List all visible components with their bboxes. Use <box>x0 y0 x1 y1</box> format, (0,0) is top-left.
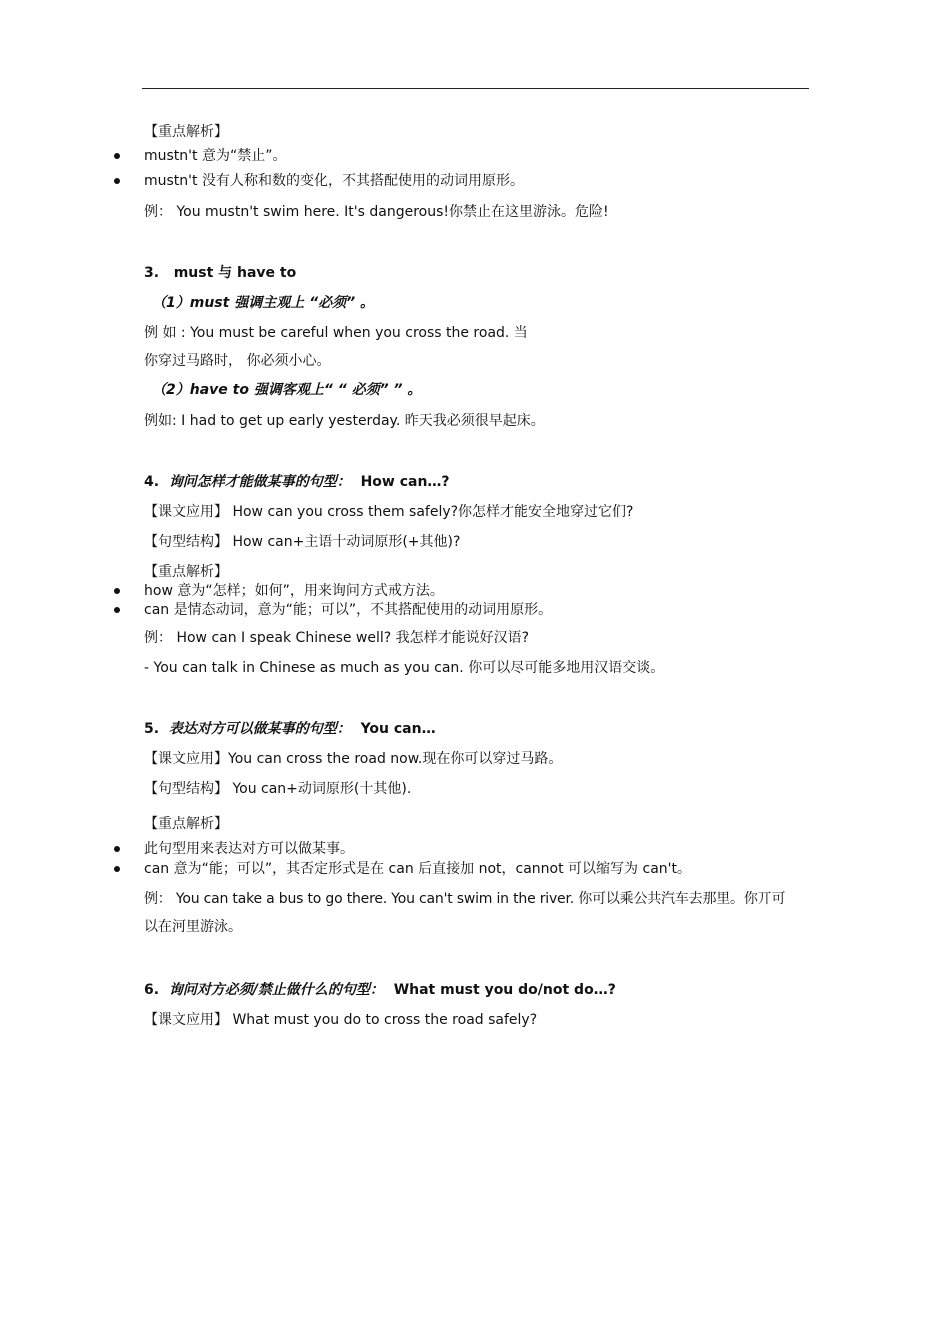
subpoint-2: （2）have to 强调客观上“ “ 必须” ” 。 <box>152 382 422 398</box>
section-4-heading <box>144 473 450 491</box>
example-line: 例： You can take a bus to go there. You can't swim in the river. 你可以乘公共汽车去那里。你丌可 <box>144 891 786 907</box>
section-title-zh: 表达对方可以做某事的句型： <box>168 721 351 737</box>
section-title-en: How can…? <box>360 474 450 490</box>
bullet-dot <box>114 588 120 594</box>
bullet-text: mustn't 没有人称和数的变化，不其搭配使用的动词用原形。 <box>144 173 524 189</box>
section-title: must 与 have to <box>173 265 297 281</box>
bullet-dot <box>114 846 120 852</box>
section-number: 4. <box>144 474 160 490</box>
section-6-heading <box>144 981 616 999</box>
example-line: - You can talk in Chinese as much as you can. 你可以尽可能多地用汉语交谈。 <box>144 660 665 676</box>
key-points-label: 【重点解析】 <box>144 816 228 832</box>
example-line: 例： You mustn't swim here. It's dangerous!你禁止在这里游泳。危险! <box>144 204 609 220</box>
section-number: 6. <box>144 982 160 998</box>
bullet-dot <box>114 178 120 184</box>
bullet-text: 此句型用来表达对方可以做某事。 <box>144 841 354 857</box>
bullet-text: can 意为“能；可以”，其否定形式是在 can 后直接加 not，cannot 可以缩写为 can't。 <box>144 861 691 877</box>
key-points-label: 【重点解析】 <box>144 564 228 580</box>
bullet-dot <box>114 607 120 613</box>
example-line: 例 如 : You must be careful when you cross the road. 当 <box>144 325 528 341</box>
example-line: 以在河里游泳。 <box>144 919 242 935</box>
structure-line: 【句型结构】 You can+动词原形(十其他). <box>144 781 412 797</box>
application-line: 【课文应用】 How can you cross them safely?你怎样才能安全地穿过它们? <box>144 504 634 520</box>
section-3-heading <box>144 264 296 282</box>
bullet-text: how 意为“怎样；如何”，用来询问方式戒方法。 <box>144 583 444 599</box>
header-rule <box>142 88 809 89</box>
application-line: 【课文应用】You can cross the road now.现在你可以穿过马路。 <box>144 751 563 767</box>
section-title-zh: 询问对方必须/禁止做什么的句型： <box>168 982 384 998</box>
structure-line: 【句型结构】 How can+主语十动词原形(+其他)? <box>144 534 461 550</box>
section-title-zh: 询问怎样才能做某事的句型： <box>168 474 351 490</box>
section-5-heading <box>144 720 436 738</box>
bullet-dot <box>114 866 120 872</box>
example-line: 例： How can I speak Chinese well? 我怎样才能说好汉语? <box>144 630 530 646</box>
section-title-en: You can… <box>360 721 436 737</box>
section-number: 3. <box>144 265 160 281</box>
example-line: 例如: I had to get up early yesterday. 昨天我必须很早起床。 <box>144 413 545 429</box>
bullet-text: mustn't 意为“禁止”。 <box>144 148 287 164</box>
bullet-text: can 是情态动词，意为“能；可以”，不其搭配使用的动词用原形。 <box>144 602 553 618</box>
bullet-dot <box>114 153 120 159</box>
section-number: 5. <box>144 721 160 737</box>
key-points-label: 【重点解析】 <box>144 124 228 140</box>
section-title-en: What must you do/not do…? <box>393 982 616 998</box>
application-line: 【课文应用】 What must you do to cross the road safely? <box>144 1012 538 1028</box>
example-line: 你穿过马路时， 你必须小心。 <box>144 353 331 369</box>
subpoint-1: （1）must 强调主观上 “必须” 。 <box>152 295 374 311</box>
